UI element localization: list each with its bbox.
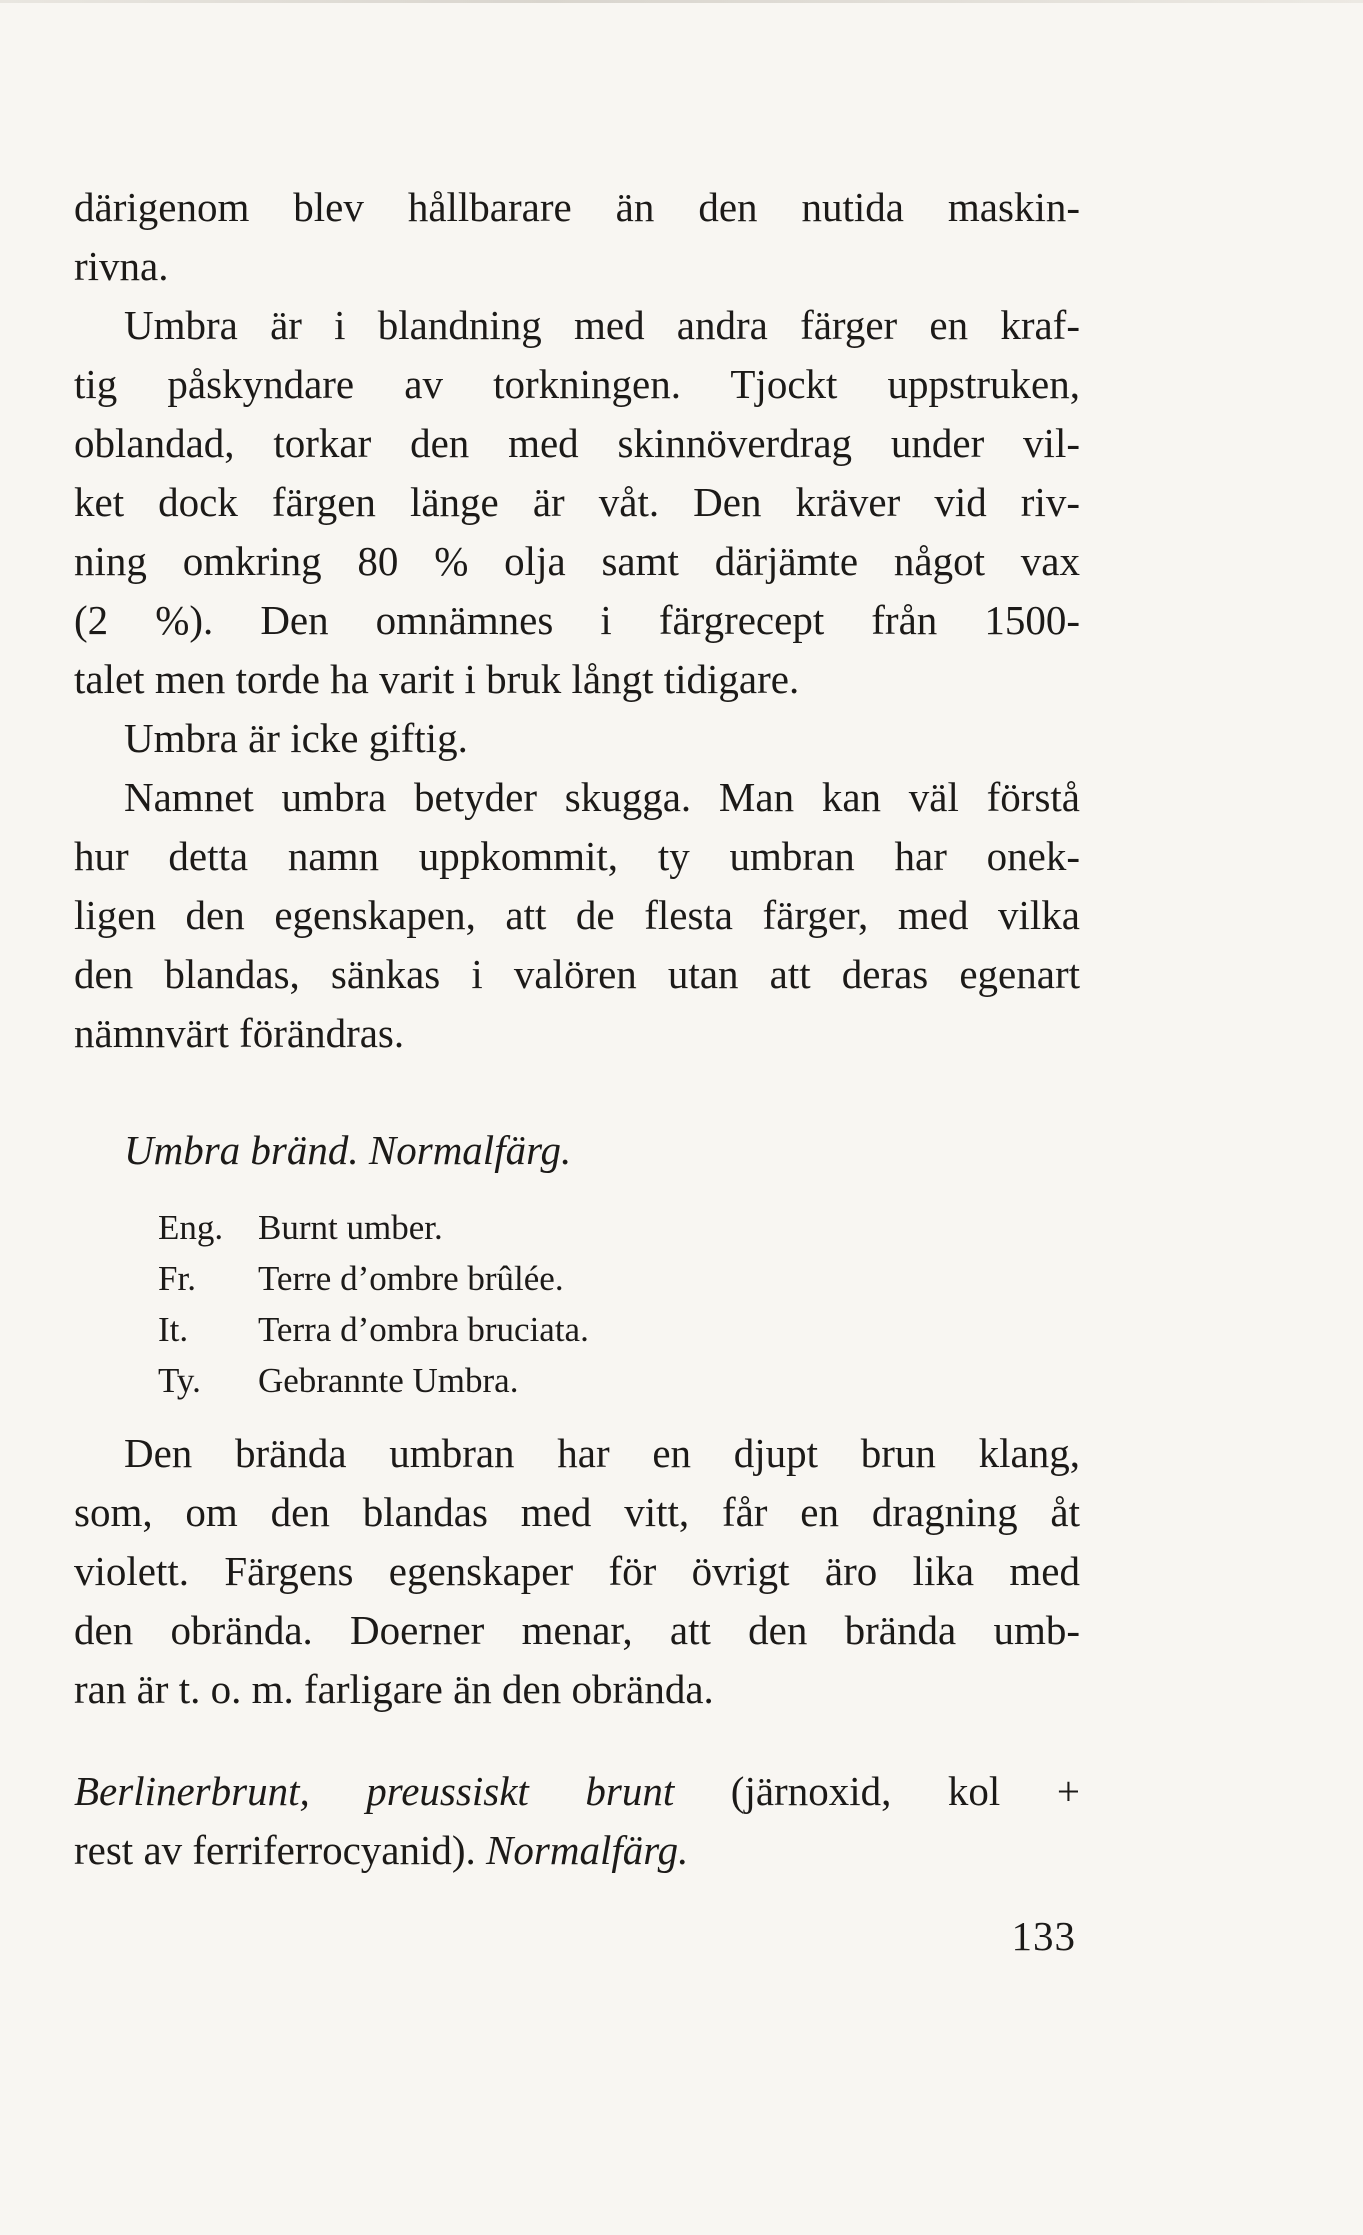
italic-term: Normalfärg. <box>486 1827 689 1873</box>
translation-language: It. <box>158 1310 189 1349</box>
burnt-umber-paragraph <box>74 1424 1080 1719</box>
translation-term: Gebrannte Umbra. <box>258 1361 519 1400</box>
text-line: (2 %). Den omnämnes i färgrecept från 1500- <box>74 597 1080 643</box>
upper-text-block <box>74 178 1080 1063</box>
text-line: som, om den blandas med vitt, får en dragning åt <box>74 1489 1080 1535</box>
translation-term: Terre d’ombre brûlée. <box>258 1259 564 1298</box>
text-line <box>74 1762 1080 1821</box>
section-heading <box>124 1126 571 1174</box>
text-line: nämnvärt förändras. <box>74 1010 405 1056</box>
text-line <box>74 1821 1080 1880</box>
text-run: (järnoxid, kol + <box>674 1768 1080 1814</box>
text-line: ligen den egenskapen, att de flesta färger, med vilka <box>74 892 1080 938</box>
translations-list <box>158 1202 589 1406</box>
text-line: ning omkring 80 % olja samt därjämte något vax <box>74 538 1080 584</box>
translation-term: Burnt umber. <box>258 1208 443 1247</box>
translation-row <box>158 1202 589 1253</box>
text-line: tig påskyndare av torkningen. Tjockt uppstruken, <box>74 361 1080 407</box>
text-line: ran är t. o. m. farligare än den obrända. <box>74 1666 714 1712</box>
text-line: den obrända. Doerner menar, att den brända umb- <box>74 1607 1080 1653</box>
page-top-edge <box>0 0 1363 3</box>
text-line: oblandad, torkar den med skinnöverdrag under vil- <box>74 420 1080 466</box>
text-line: Den brända umbran har en djupt brun klang, <box>124 1430 1080 1476</box>
text-line: den blandas, sänkas i valören utan att deras egenart <box>74 951 1080 997</box>
text-line: talet men torde ha varit i bruk långt tidigare. <box>74 656 800 702</box>
heading-title: Umbra bränd. <box>124 1127 359 1173</box>
page-number: 133 <box>1011 1913 1076 1959</box>
text-line: Umbra är i blandning med andra färger en kraf- <box>124 302 1080 348</box>
translation-row <box>158 1304 589 1355</box>
heading-subtitle: Normalfärg. <box>368 1127 572 1173</box>
text-run: rest av ferriferrocyanid). <box>74 1827 487 1873</box>
translation-language: Ty. <box>158 1361 201 1400</box>
text-line: hur detta namn uppkommit, ty umbran har onek- <box>74 833 1080 879</box>
translation-language: Fr. <box>158 1259 196 1298</box>
text-line: Namnet umbra betyder skugga. Man kan väl förstå <box>124 774 1080 820</box>
italic-term: Berlinerbrunt, preussiskt brunt <box>74 1768 675 1814</box>
translation-language: Eng. <box>158 1208 224 1247</box>
text-line: rivna. <box>74 243 169 289</box>
berliner-brown-paragraph <box>74 1762 1080 1880</box>
text-line: ket dock färgen länge är våt. Den kräver vid riv- <box>74 479 1080 525</box>
text-line: Umbra är icke giftig. <box>124 715 468 761</box>
text-line: violett. Färgens egenskaper för övrigt äro lika med <box>74 1548 1080 1594</box>
text-line: därigenom blev hållbarare än den nutida maskin- <box>74 184 1080 230</box>
translation-row <box>158 1355 589 1406</box>
translation-term: Terra d’ombra bruciata. <box>258 1310 589 1349</box>
translation-row <box>158 1253 589 1304</box>
